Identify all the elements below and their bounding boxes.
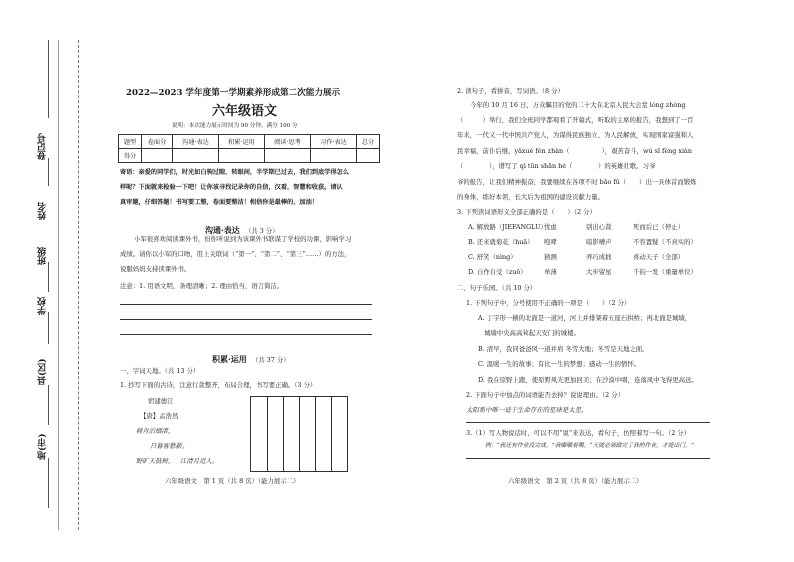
answer-line-3[interactable] [120, 334, 372, 335]
s3-example: 例：“我还有作业没完成。”我嘟嚷着嘴。“天就必须做完了我的作业，才能出门。” [485, 443, 694, 449]
grid-col-divider [299, 397, 300, 471]
score-cell-writing[interactable] [311, 149, 357, 163]
s3-heading: 3.（1）写人物说话时，可以不用“说”来表达，看句子，仿照着写一句。（2 分） [466, 429, 691, 437]
q2-text-line-1: 今年的 10 月 16 日，万众瞩目的党的二十大在北京人民大会堂 lóng zhòng [470, 101, 686, 109]
q3-c-col3: 弄巧成拙 [586, 253, 612, 261]
grid-col-divider [331, 397, 332, 471]
score-row-label: 得分 [119, 149, 142, 163]
score-cell-reading[interactable] [265, 149, 311, 163]
side-label-school: 学校 [38, 297, 48, 315]
poem-line-1: 移舟泊烟渚， [136, 427, 175, 435]
side-blank-name[interactable] [48, 158, 49, 186]
score-cell-neatness[interactable] [142, 149, 173, 163]
s2-heading: 2. 下面句子中加点的词语能否去掉？说说理由。（2 分） [466, 391, 625, 399]
score-head-accumulation: 积累·运用 [219, 135, 265, 149]
q3-a-col1: A. 解放路（JIEFANGLU） [468, 223, 547, 231]
q3-b-col1: B. 还来就菊花（huā） [468, 238, 534, 246]
binding-dashed-line [78, 40, 79, 530]
q1-1-instruction: 1. 抄写下面的古诗，注意行款整齐，布局合理，书写要正确。（3 分） [120, 381, 317, 389]
q3-a-col2: 忧虑 [544, 223, 557, 231]
side-label-regno: 登记号 [38, 133, 48, 160]
answer-line-1[interactable] [120, 304, 372, 305]
intro-line-2: 样呢？下面就来检验一下吧！让你该寻找记录你的自信，汉看，智慧和收获。请认 [120, 184, 343, 191]
q3-b-col2: 咆哮 [544, 238, 557, 246]
grid-col-divider [315, 397, 316, 471]
side-label-county: 县(区) [38, 358, 48, 385]
q2-text-line-7: 的身体，练好本领，长大后为祖国的建设贡献力量。 [457, 193, 604, 201]
score-head-communication: 沟通·表达 [173, 135, 219, 149]
page1-footer: 六年级语文 第 1 页（共 8 页）（能力展示二） [165, 477, 300, 485]
s2-answer-line[interactable] [466, 422, 710, 423]
side-blank-class[interactable] [48, 262, 49, 292]
grid-col-divider [283, 397, 284, 471]
q3-d-col1: D. 自作自受（zuō） [468, 268, 527, 276]
s1-option-c[interactable]: C. 温暖一生的故事；有比一生的梦想；感动一生的情怀。 [478, 360, 641, 368]
q2-heading: 2. 读句子，看拼音，写词语。（8 分） [457, 87, 564, 95]
side-label-city: 地(市) [38, 433, 48, 460]
section-communication-score: （共 3 分） [244, 227, 279, 235]
q2-text-line-6: 爷的报告，让我们精神振奋，我要继续在各项不时 bǎo fǔ（ ）出一具体首而锻炼 [457, 178, 697, 186]
sec1-prompt-line-1: 小军很喜欢阅读课外书，但你听说到为该课外书联谋了学校的功课，影响学习 [134, 235, 352, 243]
side-blank-school[interactable] [48, 312, 49, 344]
score-cell-total[interactable] [357, 149, 380, 163]
poem-line-3: 野旷天低树， [136, 457, 175, 465]
q3-c-col1: C. 舒笑（nìng） [468, 253, 517, 261]
q3-c-col4: 喜动天子（全部） [633, 253, 685, 261]
s1-option-b[interactable]: B. 清早，我同爸爸风一道并肩 冬雪大地；冬雪是天地之面。 [478, 345, 649, 353]
poem-line-2: 日暮客愁新。 [150, 442, 189, 450]
s2-quote: 太阳系中唯一适于生命存在的星球是太星。 [466, 406, 588, 414]
s1-option-d[interactable]: D. 我在原野上跑，使原野风光更加回美；在沙漠中唱，连落风中飞得更高远。 [478, 376, 698, 384]
intro-line-1: 寄语：亲爱的同学们，时光如白驹过隙，转眼间，半学期已过去，我们到底学得怎么 [120, 169, 349, 176]
side-blank-regno[interactable] [48, 40, 49, 118]
answer-line-2[interactable] [120, 319, 372, 320]
sentence-section-heading: 二、句子乐园。（共 10 分） [457, 284, 537, 292]
q1-heading: 一、字词天地。（共 13 分） [120, 367, 200, 375]
score-head-neatness: 卷面分 [142, 135, 173, 149]
poem-title: 宿建德江 [148, 397, 174, 405]
s1-option-a-line-1[interactable]: A. 丁字形一横的北面是一道河，河上并排架着五座石拱桥；再北面是城墙， [478, 314, 692, 322]
q3-b-col4: 不容置疑（不真实的） [633, 238, 697, 246]
section-accumulation-heading [212, 347, 290, 366]
score-head-writing: 习作·表达 [311, 135, 357, 149]
q2-text-line-5: （ ），谱写了 qì tūn shān hé（ ）的英雄壮歌。习爷 [457, 162, 656, 170]
q2-text-line-4: 民幸福，前仆后继，yǎxuè fèn zhàn（ ），艰苦奋斗，wú sī fèng xiàn [457, 147, 692, 155]
s3-answer-line[interactable] [466, 458, 710, 459]
page2-footer: 六年级语文 第 2 页（共 8 页）（能力展示二） [508, 477, 643, 485]
sec1-prompt-line-2: 成绩。请你以小军的口吻，用上关联词（“第一”、“第二”、“第三”……）的方法， [120, 250, 351, 258]
q3-heading: 3. 下列读词语形义全部正确的是（ ）（2 分） [457, 208, 596, 216]
s1-heading: 1. 下列句子中，分号使用不正确的一项是（ ）（2 分） [466, 299, 631, 307]
score-head-type: 题型 [119, 135, 142, 149]
q3-a-col3: 别出心裁 [586, 223, 612, 231]
copy-writing-grid[interactable] [250, 396, 348, 472]
q3-c-col2: 猜测 [544, 253, 557, 261]
q3-d-col2: 单薄 [544, 268, 557, 276]
s1-option-a-line-2: 城墙中央高高耸起天安门的城楼。 [484, 329, 580, 337]
score-head-reading: 阅读·思考 [265, 135, 311, 149]
poem-line-4: 江清月近人。 [180, 457, 219, 465]
side-blank-county[interactable] [48, 385, 49, 425]
q3-d-col3: 大步留星 [586, 268, 612, 276]
subject-title: 六年级语文 [212, 104, 278, 119]
side-label-class: 班级 [38, 247, 48, 265]
exam-note: 说明：本次能力展示时间为 90 分钟，满分 100 分 [172, 123, 298, 129]
q3-b-col3: 暗影嘈声 [586, 238, 612, 246]
score-head-total: 总分 [357, 135, 380, 149]
score-table [118, 134, 380, 163]
side-label-name: 姓名 [38, 202, 48, 220]
score-cell-accumulation[interactable] [219, 149, 265, 163]
score-cell-communication[interactable] [173, 149, 219, 163]
q3-a-col4: 死而后已（停止） [633, 223, 685, 231]
intro-line-3: 真审题，仔细答题！书写要工整，卷面要整洁！相信你是最棒的，加油！ [120, 199, 318, 206]
poem-author: 【唐】孟浩然 [140, 412, 179, 420]
sec1-note: 注意：1. 用语文明，条理清晰；2. 理由恰当，语言简洁。 [120, 282, 284, 290]
side-blank-city[interactable] [48, 458, 49, 508]
q3-d-col4: 千钧一发（重量单位） [633, 268, 697, 276]
q2-text-line-2: （ ）举行，我们全班同学都观看了开幕式，听取的主席的报告，我想到了一百 [457, 116, 694, 124]
section-communication-title: 沟通·表达 [205, 225, 240, 235]
sec1-prompt-line-3: 说服妈妈支持读课外书。 [120, 265, 191, 273]
q2-text-line-3: 年来，一代又一代中国共产党人，为谋得民族独立、为人民解放，实现国家富强和人 [457, 131, 694, 139]
exam-title: 2022—2023 学年度第一学期素养形成第二次能力展示 [126, 88, 341, 98]
grid-col-divider [267, 397, 268, 471]
section-accumulation-score: （共 37 分） [251, 356, 290, 364]
section-accumulation-title: 积累·运用 [212, 354, 247, 364]
